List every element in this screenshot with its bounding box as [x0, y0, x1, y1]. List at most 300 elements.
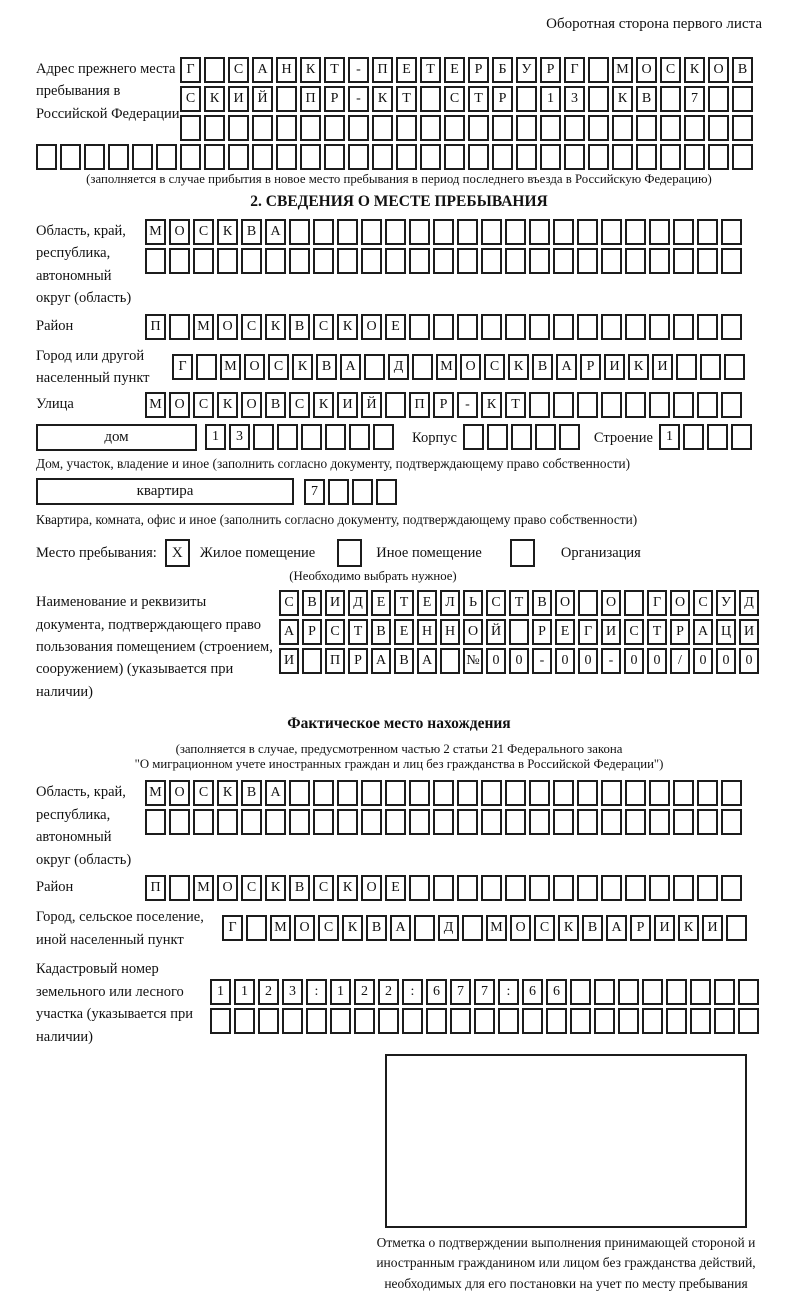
char-cell: [364, 354, 385, 380]
char-cell: М: [486, 915, 507, 941]
stamp-box: [385, 1054, 747, 1228]
char-cell: [721, 314, 742, 340]
char-cell: [372, 115, 393, 141]
char-cell: [673, 392, 694, 418]
char-cell: [433, 809, 454, 835]
char-cell: Р: [492, 86, 513, 112]
char-cell: В: [732, 57, 753, 83]
char-cell: [420, 144, 441, 170]
char-cell: [241, 809, 262, 835]
char-cell: В: [302, 590, 322, 616]
char-cell: [714, 979, 735, 1005]
char-cell: О: [244, 354, 265, 380]
char-cell: О: [460, 354, 481, 380]
char-cell: [553, 314, 574, 340]
char-cell: 2: [258, 979, 279, 1005]
raion-row: [145, 314, 742, 340]
char-cell: [594, 979, 615, 1005]
char-cell: [588, 144, 609, 170]
char-cell: [601, 314, 622, 340]
char-cell: [361, 219, 382, 245]
char-cell: [697, 780, 718, 806]
char-cell: [588, 115, 609, 141]
char-cell: [156, 144, 177, 170]
char-cell: [409, 314, 430, 340]
char-cell: К: [217, 219, 238, 245]
char-cell: [697, 809, 718, 835]
char-cell: [420, 86, 441, 112]
char-cell: Г: [180, 57, 201, 83]
char-cell: [570, 1008, 591, 1034]
char-cell: [684, 115, 705, 141]
char-cell: [145, 809, 166, 835]
char-cell: [577, 392, 598, 418]
char-cell: И: [601, 619, 621, 645]
char-cell: [708, 86, 729, 112]
char-cell: [463, 424, 484, 450]
kadastr-row-2: [210, 1008, 759, 1034]
doc-row-1: [279, 590, 759, 616]
char-cell: [60, 144, 81, 170]
char-cell: [145, 248, 166, 274]
char-cell: О: [294, 915, 315, 941]
char-cell: [516, 144, 537, 170]
char-cell: [509, 619, 529, 645]
oblast-row-1: [145, 219, 742, 245]
char-cell: [636, 115, 657, 141]
char-cell: [349, 424, 370, 450]
char-cell: [721, 219, 742, 245]
char-cell: А: [371, 648, 391, 674]
char-cell: [505, 780, 526, 806]
mesto-note: (Необходимо выбрать нужное): [289, 569, 457, 584]
char-cell: А: [606, 915, 627, 941]
char-cell: [732, 115, 753, 141]
char-cell: [505, 809, 526, 835]
char-cell: [193, 809, 214, 835]
char-cell: 0: [578, 648, 598, 674]
char-cell: 0: [647, 648, 667, 674]
char-cell: 2: [378, 979, 399, 1005]
char-cell: [738, 979, 759, 1005]
char-cell: Г: [578, 619, 598, 645]
char-cell: С: [193, 780, 214, 806]
char-cell: :: [306, 979, 327, 1005]
char-cell: М: [436, 354, 457, 380]
inoe-checkbox: [337, 539, 362, 567]
char-cell: [516, 86, 537, 112]
char-cell: А: [693, 619, 713, 645]
char-cell: [337, 780, 358, 806]
char-cell: [649, 875, 670, 901]
char-cell: И: [604, 354, 625, 380]
dom-box: дом: [36, 424, 197, 451]
prev-address-row-1: [180, 57, 753, 83]
char-cell: И: [279, 648, 299, 674]
char-cell: [660, 86, 681, 112]
char-cell: [601, 875, 622, 901]
char-cell: У: [516, 57, 537, 83]
char-cell: [505, 248, 526, 274]
fact-note-2: "О миграционном учете иностранных граждан и лиц без гражданства в Российской Федерации"): [134, 757, 664, 772]
char-cell: [553, 248, 574, 274]
char-cell: О: [636, 57, 657, 83]
char-cell: Л: [440, 590, 460, 616]
char-cell: В: [636, 86, 657, 112]
char-cell: И: [325, 590, 345, 616]
char-cell: /: [670, 648, 690, 674]
char-cell: [529, 219, 550, 245]
doc-row-3: [279, 648, 759, 674]
char-cell: [450, 1008, 471, 1034]
char-cell: [481, 314, 502, 340]
char-cell: [601, 809, 622, 835]
char-cell: Й: [361, 392, 382, 418]
char-cell: [289, 809, 310, 835]
char-cell: [601, 219, 622, 245]
char-cell: [649, 219, 670, 245]
char-cell: [169, 248, 190, 274]
char-cell: П: [409, 392, 430, 418]
fact-gorod-row: [222, 915, 747, 941]
char-cell: В: [366, 915, 387, 941]
fact-oblast-label: Область, край, республика, автономный округ (область): [36, 784, 132, 868]
fact-gorod-label: Город, сельское поселение, иной населенный пункт: [36, 909, 204, 948]
char-cell: К: [265, 314, 286, 340]
char-cell: С: [279, 590, 299, 616]
char-cell: [553, 780, 574, 806]
char-cell: №: [463, 648, 483, 674]
char-cell: Д: [348, 590, 368, 616]
char-cell: Е: [555, 619, 575, 645]
char-cell: [529, 809, 550, 835]
char-cell: И: [228, 86, 249, 112]
char-cell: [328, 479, 349, 505]
char-cell: [625, 809, 646, 835]
char-cell: [612, 115, 633, 141]
fact-oblast-row-2: [145, 809, 742, 835]
char-cell: 0: [486, 648, 506, 674]
char-cell: П: [145, 875, 166, 901]
char-cell: [649, 809, 670, 835]
char-cell: С: [180, 86, 201, 112]
char-cell: [618, 1008, 639, 1034]
char-cell: 1: [205, 424, 226, 450]
gorod-label: Город или другой населенный пункт: [36, 347, 150, 387]
char-cell: Р: [580, 354, 601, 380]
char-cell: 0: [693, 648, 713, 674]
char-cell: [724, 354, 745, 380]
char-cell: [276, 144, 297, 170]
char-cell: [228, 115, 249, 141]
char-cell: П: [372, 57, 393, 83]
char-cell: [529, 314, 550, 340]
char-cell: В: [289, 314, 310, 340]
char-cell: [217, 809, 238, 835]
oblast-field: [36, 219, 762, 310]
fact-oblast-row-1: [145, 780, 742, 806]
char-cell: [546, 1008, 567, 1034]
char-cell: [210, 1008, 231, 1034]
char-cell: 0: [509, 648, 529, 674]
section2-title: 2. СВЕДЕНИЯ О МЕСТЕ ПРЕБЫВАНИЯ: [250, 193, 548, 210]
char-cell: [276, 115, 297, 141]
char-cell: [300, 115, 321, 141]
char-cell: [660, 144, 681, 170]
char-cell: [588, 86, 609, 112]
char-cell: [252, 144, 273, 170]
char-cell: С: [486, 590, 506, 616]
char-cell: [289, 219, 310, 245]
mesto-row: [36, 539, 762, 567]
ulitsa-row: [145, 392, 742, 418]
char-cell: [700, 354, 721, 380]
char-cell: [289, 780, 310, 806]
char-cell: [721, 780, 742, 806]
char-cell: С: [660, 57, 681, 83]
kvartira-box: квартира: [36, 478, 294, 505]
char-cell: [414, 915, 435, 941]
char-cell: А: [390, 915, 411, 941]
fact-raion-row: [145, 875, 742, 901]
char-cell: [707, 424, 728, 450]
char-cell: [625, 875, 646, 901]
char-cell: О: [217, 875, 238, 901]
char-cell: [372, 144, 393, 170]
char-cell: [612, 144, 633, 170]
char-cell: 7: [450, 979, 471, 1005]
char-cell: О: [241, 392, 262, 418]
char-cell: Е: [385, 875, 406, 901]
char-cell: -: [348, 86, 369, 112]
stroenie-cells: [659, 424, 752, 450]
raion-label: Район: [36, 317, 74, 334]
char-cell: А: [556, 354, 577, 380]
char-cell: [433, 219, 454, 245]
char-cell: Т: [324, 57, 345, 83]
char-cell: М: [145, 392, 166, 418]
char-cell: Б: [492, 57, 513, 83]
char-cell: [577, 219, 598, 245]
char-cell: [337, 219, 358, 245]
char-cell: [409, 875, 430, 901]
char-cell: С: [193, 219, 214, 245]
char-cell: [697, 314, 718, 340]
char-cell: [618, 979, 639, 1005]
char-cell: Р: [670, 619, 690, 645]
char-cell: Ц: [716, 619, 736, 645]
char-cell: [330, 1008, 351, 1034]
char-cell: [348, 144, 369, 170]
char-cell: [313, 248, 334, 274]
char-cell: [553, 219, 574, 245]
korpus-label: Корпус: [412, 429, 457, 446]
char-cell: [577, 780, 598, 806]
char-cell: 6: [426, 979, 447, 1005]
char-cell: [348, 115, 369, 141]
inoe-label: Иное помещение: [376, 545, 482, 562]
char-cell: [193, 248, 214, 274]
char-cell: [577, 248, 598, 274]
char-cell: [246, 915, 267, 941]
char-cell: 1: [210, 979, 231, 1005]
char-cell: [731, 424, 752, 450]
char-cell: [522, 1008, 543, 1034]
char-cell: Р: [540, 57, 561, 83]
char-cell: Е: [396, 57, 417, 83]
char-cell: Т: [394, 590, 414, 616]
char-cell: И: [337, 392, 358, 418]
char-cell: [204, 115, 225, 141]
char-cell: Й: [486, 619, 506, 645]
char-cell: [241, 248, 262, 274]
char-cell: [457, 875, 478, 901]
char-cell: [577, 314, 598, 340]
prev-address-label: Адрес прежнего места пребывания в Российской Федерации: [36, 61, 180, 122]
char-cell: [234, 1008, 255, 1034]
char-cell: [373, 424, 394, 450]
char-cell: [457, 314, 478, 340]
char-cell: О: [708, 57, 729, 83]
char-cell: Е: [385, 314, 406, 340]
char-cell: И: [739, 619, 759, 645]
char-cell: [690, 1008, 711, 1034]
char-cell: 3: [564, 86, 585, 112]
char-cell: О: [169, 392, 190, 418]
char-cell: [385, 809, 406, 835]
char-cell: :: [498, 979, 519, 1005]
char-cell: 7: [684, 86, 705, 112]
char-cell: К: [265, 875, 286, 901]
fact-raion-field: [36, 875, 762, 901]
gorod-row: [172, 354, 745, 380]
kvartira-note: Квартира, комната, офис и иное (заполнить согласно документу, подтверждающему право собственности): [36, 512, 638, 528]
char-cell: 2: [354, 979, 375, 1005]
char-cell: [84, 144, 105, 170]
char-cell: [553, 392, 574, 418]
char-cell: [529, 780, 550, 806]
fact-oblast-field: [36, 780, 762, 871]
char-cell: [378, 1008, 399, 1034]
char-cell: 6: [546, 979, 567, 1005]
char-cell: К: [313, 392, 334, 418]
char-cell: [559, 424, 580, 450]
char-cell: [738, 1008, 759, 1034]
stamp-area: [364, 1054, 768, 1294]
org-label: Организация: [560, 545, 641, 562]
char-cell: С: [193, 392, 214, 418]
char-cell: [361, 248, 382, 274]
char-cell: Г: [222, 915, 243, 941]
char-cell: [352, 479, 373, 505]
char-cell: [325, 424, 346, 450]
char-cell: К: [628, 354, 649, 380]
char-cell: В: [582, 915, 603, 941]
char-cell: Е: [394, 619, 414, 645]
char-cell: [481, 809, 502, 835]
char-cell: 1: [330, 979, 351, 1005]
char-cell: О: [169, 780, 190, 806]
char-cell: 1: [540, 86, 561, 112]
char-cell: [505, 875, 526, 901]
char-cell: [481, 780, 502, 806]
char-cell: [412, 354, 433, 380]
char-cell: С: [268, 354, 289, 380]
char-cell: [433, 314, 454, 340]
char-cell: [433, 248, 454, 274]
char-cell: [409, 809, 430, 835]
char-cell: О: [169, 219, 190, 245]
char-cell: -: [457, 392, 478, 418]
char-cell: С: [241, 314, 262, 340]
char-cell: И: [652, 354, 673, 380]
char-cell: Т: [468, 86, 489, 112]
char-cell: [180, 144, 201, 170]
stroenie-label: Строение: [593, 429, 653, 446]
char-cell: [577, 809, 598, 835]
doc-field: [36, 590, 762, 703]
char-cell: К: [217, 392, 238, 418]
char-cell: М: [612, 57, 633, 83]
char-cell: Р: [348, 648, 368, 674]
char-cell: Г: [647, 590, 667, 616]
char-cell: 3: [282, 979, 303, 1005]
char-cell: [265, 248, 286, 274]
char-cell: А: [265, 780, 286, 806]
char-cell: 0: [739, 648, 759, 674]
char-cell: 0: [716, 648, 736, 674]
char-cell: [673, 219, 694, 245]
char-cell: [481, 248, 502, 274]
char-cell: [306, 1008, 327, 1034]
char-cell: К: [372, 86, 393, 112]
prev-address-block: [36, 57, 762, 141]
char-cell: 1: [659, 424, 680, 450]
mesto-label: Место пребывания:: [36, 545, 157, 562]
fact-note-1: (заполняется в случае, предусмотренном частью 2 статьи 21 Федерального закона: [175, 742, 623, 757]
char-cell: [474, 1008, 495, 1034]
char-cell: О: [601, 590, 621, 616]
char-cell: [492, 115, 513, 141]
char-cell: :: [402, 979, 423, 1005]
char-cell: С: [693, 590, 713, 616]
char-cell: [204, 57, 225, 83]
char-cell: [289, 248, 310, 274]
fact-gorod-field: [36, 905, 762, 951]
char-cell: М: [193, 314, 214, 340]
char-cell: [444, 115, 465, 141]
char-cell: С: [534, 915, 555, 941]
char-cell: Н: [417, 619, 437, 645]
char-cell: [361, 780, 382, 806]
char-cell: С: [318, 915, 339, 941]
char-cell: [636, 144, 657, 170]
oblast-row-2: [145, 248, 742, 274]
char-cell: [409, 219, 430, 245]
prev-address-row-2: [180, 86, 753, 112]
char-cell: [697, 392, 718, 418]
char-cell: В: [241, 780, 262, 806]
char-cell: [690, 979, 711, 1005]
char-cell: [577, 875, 598, 901]
char-cell: [36, 144, 57, 170]
char-cell: [108, 144, 129, 170]
char-cell: [649, 314, 670, 340]
char-cell: [196, 354, 217, 380]
char-cell: М: [220, 354, 241, 380]
char-cell: 7: [474, 979, 495, 1005]
char-cell: О: [463, 619, 483, 645]
